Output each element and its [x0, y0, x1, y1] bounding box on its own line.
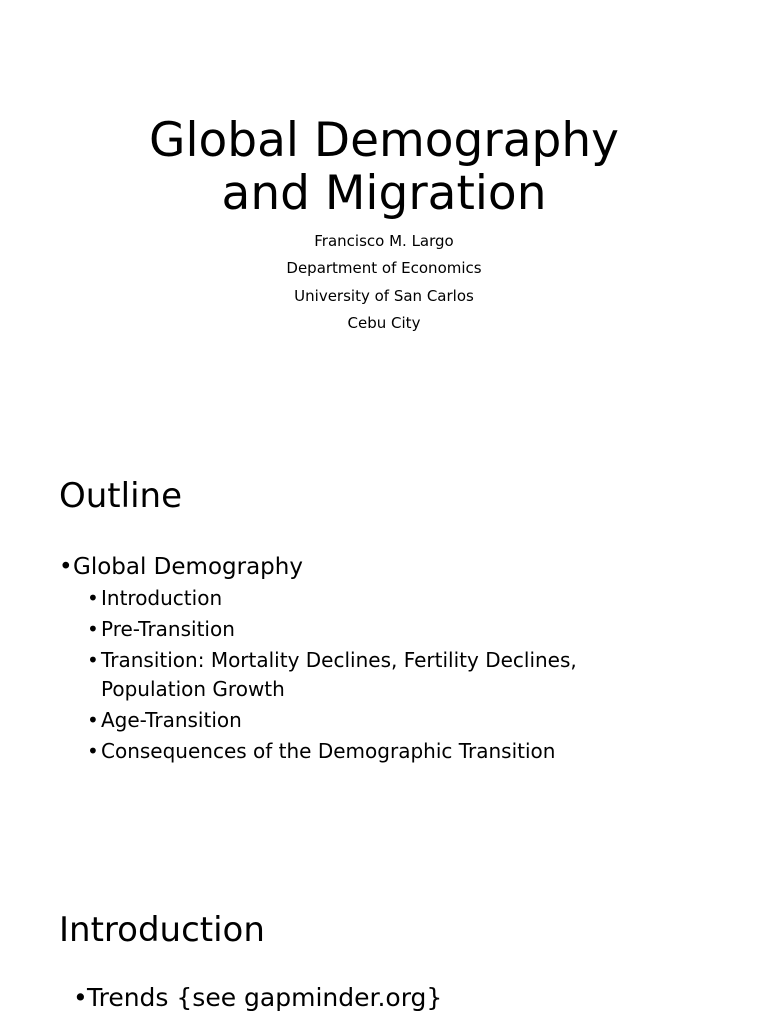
title-line-1: Global Demography [149, 113, 619, 168]
list-item: • Trends {see gapminder.org} [73, 980, 442, 1016]
title-slide [0, 0, 768, 430]
subtitle-block [0, 228, 768, 337]
list-item-label: Global Demography [73, 554, 303, 580]
author-name: Francisco M. Largo [314, 232, 454, 250]
author-university: University of San Carlos [294, 286, 474, 305]
list-item [59, 550, 621, 766]
author-department: Department of Economics [286, 259, 482, 278]
introduction-slide [0, 860, 768, 1024]
sub-list-item: • Transition: Mortality Declines, Fertility Declines, Population Growth [87, 646, 621, 704]
sub-list-item: • Pre-Transition [87, 615, 621, 644]
outline-slide [0, 430, 768, 860]
sub-list-item: • Consequences of the Demographic Transition [87, 737, 621, 766]
slide-heading: Introduction [59, 910, 265, 950]
slide-heading: Outline [59, 476, 183, 516]
presentation-title [0, 114, 768, 220]
sub-list-item: • Introduction [87, 584, 621, 613]
author-city: Cebu City [347, 313, 421, 332]
title-line-2: and Migration [221, 166, 547, 221]
outline-list [59, 550, 621, 768]
introduction-list [73, 980, 442, 1016]
sub-list [73, 584, 621, 766]
sub-list-item: • Age-Transition [87, 706, 621, 735]
